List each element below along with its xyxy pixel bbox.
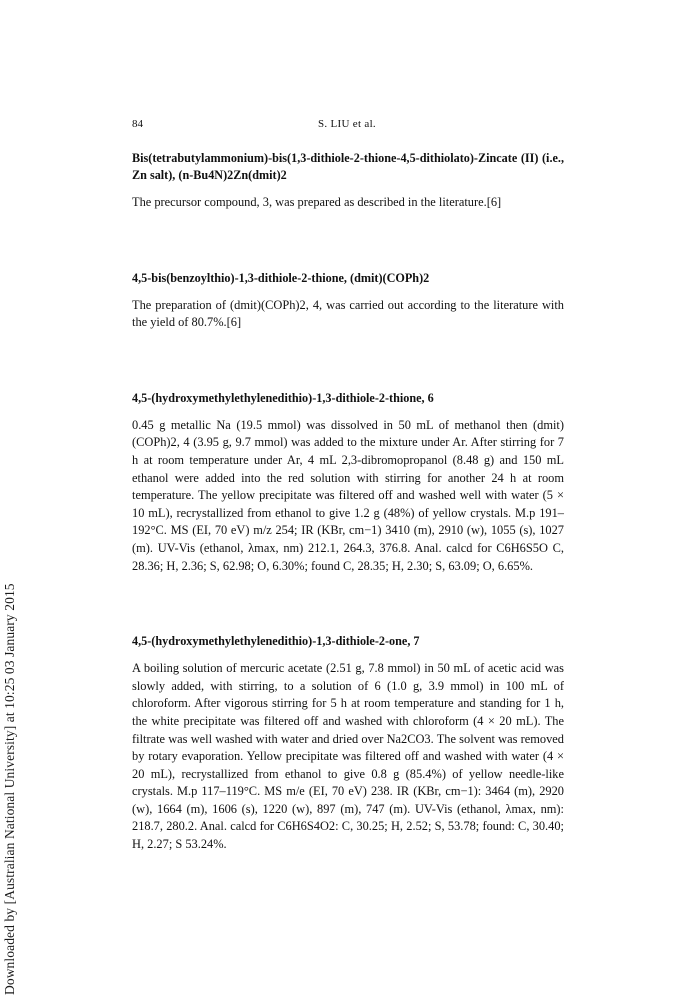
section-body: The preparation of (dmit)(COPh)2, 4, was carried out according to the literature with the yield of 80.7%.[6] (132, 297, 564, 330)
section-zn-salt (132, 150, 564, 212)
page-number: 84 (132, 118, 143, 130)
section-title: 4,5-(hydroxymethylethylenedithio)-1,3-dithiole-2-thione, 6 (132, 390, 434, 405)
section-title: Bis(tetrabutylammonium)-bis(1,3-dithiole-2-thione-4,5-dithiolato)-Zincate (II) (i.e., Zn salt), (n-Bu4N)2Zn(dmit)2 (132, 151, 564, 182)
section-compound-7 (132, 633, 564, 854)
section-title: 4,5-(hydroxymethylethylenedithio)-1,3-dithiole-2-one, 7 (132, 634, 420, 649)
section-compound-6 (132, 390, 564, 575)
download-watermark: Downloaded by [Australian National University] at 10:25 03 January 2015 (2, 583, 17, 995)
section-body: 0.45 g metallic Na (19.5 mmol) was dissolved in 50 mL of methanol then (dmit)(COPh)2, 4 (3.95 g, 9.7 mmol) was added to the mixture under Ar. After stirring for 7 h at room temperature under Ar, 4 mL 2,3-dibromopropanol (8.48 g) and 150 mL ethanol were added into the red solution with stirring for another 24 h at room temperature. The yellow precipitate was filtered off and washed well with water (5 × 10 mL), recrystallized from ethanol to give 1.2 g (48%) of yellow crystals. M.p 191–192°C. MS (EI, 70 eV) m/z 254; IR (KBr, cm−1) 3410 (m), 2910 (w), 1055 (s), 1027 (m). UV-Vis (ethanol, λmax, nm) 212.1, 264.3, 376.8. Anal. calcd for C6H6S5O C, 28.36; H, 2.36; S, 62.98; O, 6.30%; found C, 28.35; H, 2.30; S, 63.09; O, 6.65%. (132, 417, 564, 573)
page-header (132, 118, 562, 134)
section-title: 4,5-bis(benzoylthio)-1,3-dithiole-2-thione, (dmit)(COPh)2 (132, 270, 430, 285)
article-content (132, 150, 564, 854)
section-body: The precursor compound, 3, was prepared as described in the literature.[6] (132, 195, 502, 209)
section-dmit-coph2 (132, 270, 564, 332)
section-body: A boiling solution of mercuric acetate (2.51 g, 7.8 mmol) in 50 mL of acetic acid was slowly added, with stirring, to a solution of 6 (1.0 g, 3.9 mmol) in 100 mL of chloroform. After vigorous stirring for 5 h at room temperature and standing for 1 h, the white precipitate was filtered off and washed with chloroform (4 × 20 mL). The filtrate was well washed with water and dried over Na2CO3. The solvent was removed by rotary evaporation. Yellow precipitate was filtered off and washed with water (4 × 20 mL), recrystallized from ethanol to give 0.8 g (85.4%) of yellow needle-like crystals. M.p 117–119°C. MS m/e (EI, 70 eV) 238. IR (KBr, cm−1): 3464 (m), 2920 (w), 1664 (m), 1606 (s), 1220 (w), 897 (m), 747 (m). UV-Vis (ethanol, λmax, nm): 218.7, 280.2. Anal. calcd for C6H6S4O2: C, 30.25; H, 2.52; S, 53.78; found: C, 30.40; H, 2.27; S 53.24%. (132, 661, 564, 852)
running-head: S. LIU et al. (318, 118, 376, 130)
